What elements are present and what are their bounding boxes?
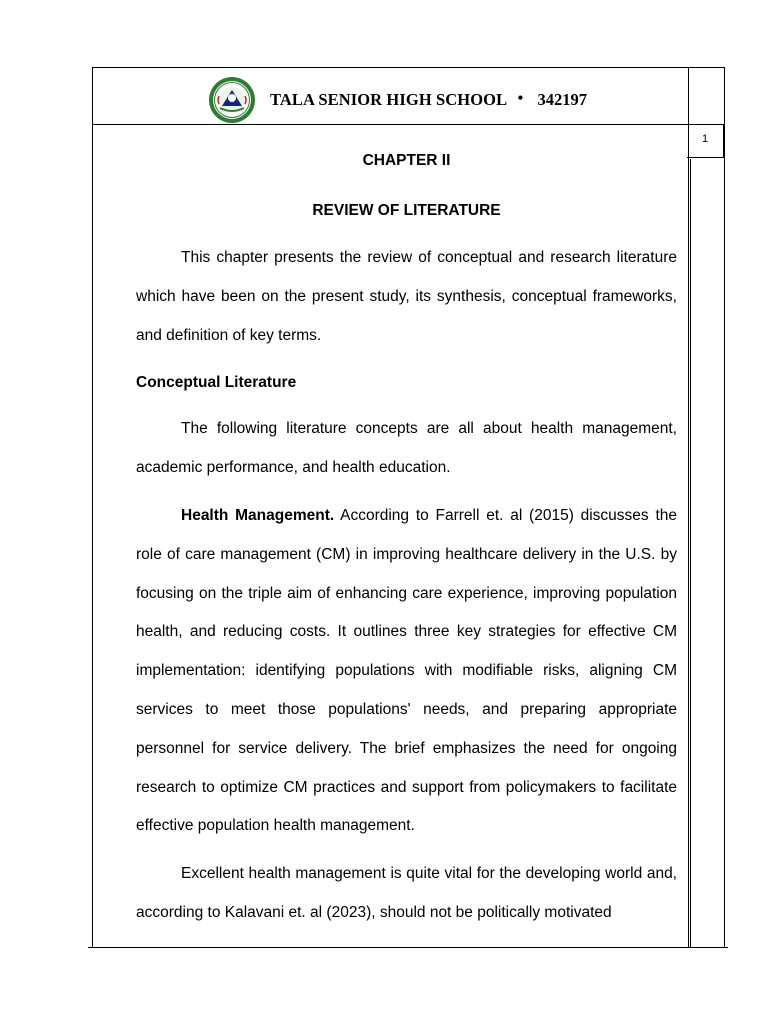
excellent-health-paragraph: Excellent health management is quite vital for the developing world and, according to Kalavani et. al (2023), should not be politically motivated	[136, 865, 677, 921]
intro-paragraph: This chapter presents the review of conceptual and research literature which have been on the present study, its synthesis, conceptual frameworks, and definition of key terms.	[136, 249, 677, 344]
chapter-title: REVIEW OF LITERATURE	[312, 202, 501, 219]
document-body	[136, 143, 677, 942]
school-id: 342197	[537, 90, 587, 109]
section-heading: Conceptual Literature	[136, 374, 297, 392]
margin-column-inner	[690, 159, 725, 947]
school-name: TALA SENIOR HIGH SCHOOL	[270, 90, 508, 109]
page-number: 1	[687, 124, 724, 158]
health-management-text: According to Farrell et. al (2015) discusses the role of care management (CM) in improving healthcare delivery in the U.S. by focusing on the triple aim of enhancing care experience, improving population health, and reducing costs. It outlines three key strategies for effective CM implementation: identifying populations with modifiable risks, aligning CM services to meet those populations' needs, and preparing appropriate personnel for service delivery. The brief emphasizes the need for ongoing research to optimize CM practices and support from policymakers to facilitate effective population health management.	[136, 506, 677, 835]
header-separator: •	[517, 87, 524, 108]
health-management-lead: Health Management.	[181, 506, 335, 524]
footer-divider	[88, 947, 728, 948]
health-management-paragraph	[136, 497, 677, 846]
header-divider	[92, 124, 687, 125]
school-seal-icon	[208, 76, 256, 124]
document-header	[208, 76, 587, 124]
chapter-label: CHAPTER II	[362, 152, 451, 169]
concepts-intro-paragraph: The following literature concepts are all about health management, academic performance, and health education.	[136, 420, 677, 477]
